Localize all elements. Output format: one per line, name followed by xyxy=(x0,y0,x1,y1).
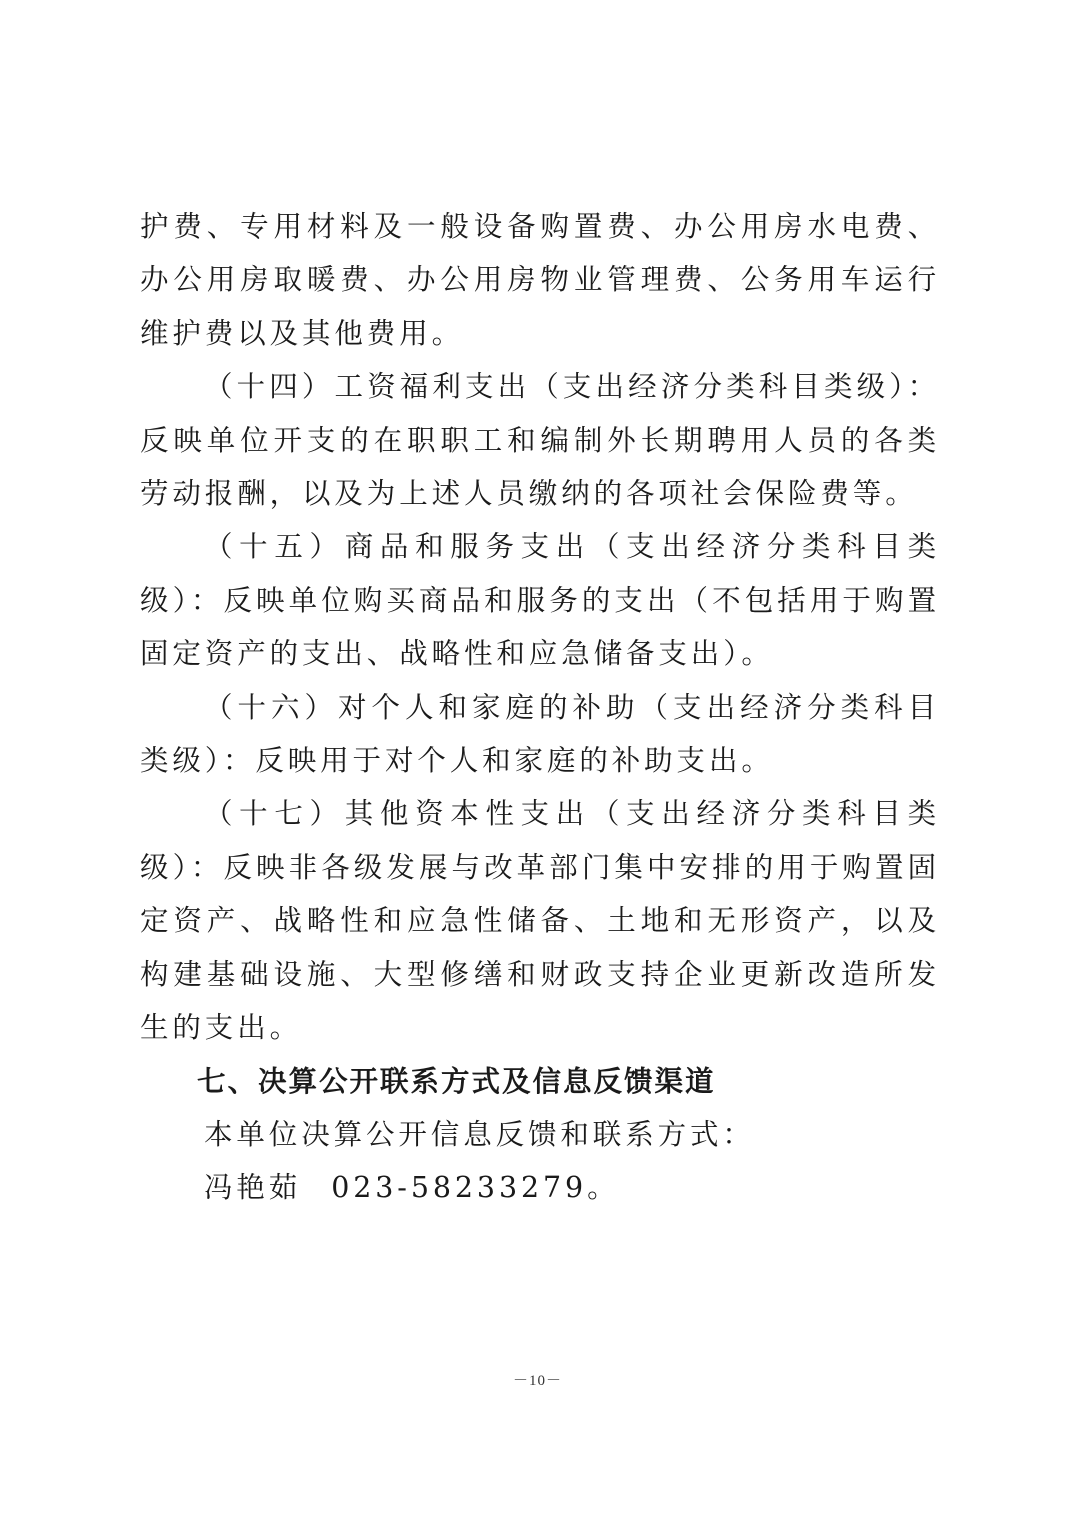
paragraph-continued-expense-list: 护费、专用材料及一般设备购置费、办公用房水电费、办公用房取暖费、办公用房物业管理费、公务用车运行维护费以及其他费用。 xyxy=(140,210,940,350)
contact-phone: 023-58233279。 xyxy=(331,1171,620,1205)
paragraph-household-subsidy: （十六）对个人和家庭的补助（支出经济分类科目类级）：反映用于对个人和家庭的补助支出。 xyxy=(140,690,940,778)
section-heading-contact: 七、决算公开联系方式及信息反馈渠道 xyxy=(197,1064,716,1098)
page-number: －10－ xyxy=(512,1373,562,1389)
contact-line xyxy=(140,1161,940,1214)
document-body xyxy=(140,200,940,1215)
contact-name: 冯艳茹 xyxy=(204,1171,302,1205)
paragraph-goods-services-expense: （十五）商品和服务支出（支出经济分类科目类级）：反映单位购买商品和服务的支出（不包括用于购置固定资产的支出、战略性和应急储备支出）。 xyxy=(140,530,940,671)
contact-intro: 本单位决算公开信息反馈和联系方式： xyxy=(204,1117,755,1151)
paragraph-wage-welfare-expense: （十四）工资福利支出（支出经济分类科目类级）：反映单位开支的在职职工和编制外长期聘用人员的各类劳动报酬，以及为上述人员缴纳的各项社会保险费等。 xyxy=(140,370,940,511)
paragraph-other-capital-expense: （十七）其他资本性支出（支出经济分类科目类级）：反映非各级发展与改革部门集中安排的用于购置固定资产、战略性和应急性储备、土地和无形资产，以及构建基础设施、大型修缮和财政支持企业更新改造所发生的支出。 xyxy=(140,797,940,1045)
